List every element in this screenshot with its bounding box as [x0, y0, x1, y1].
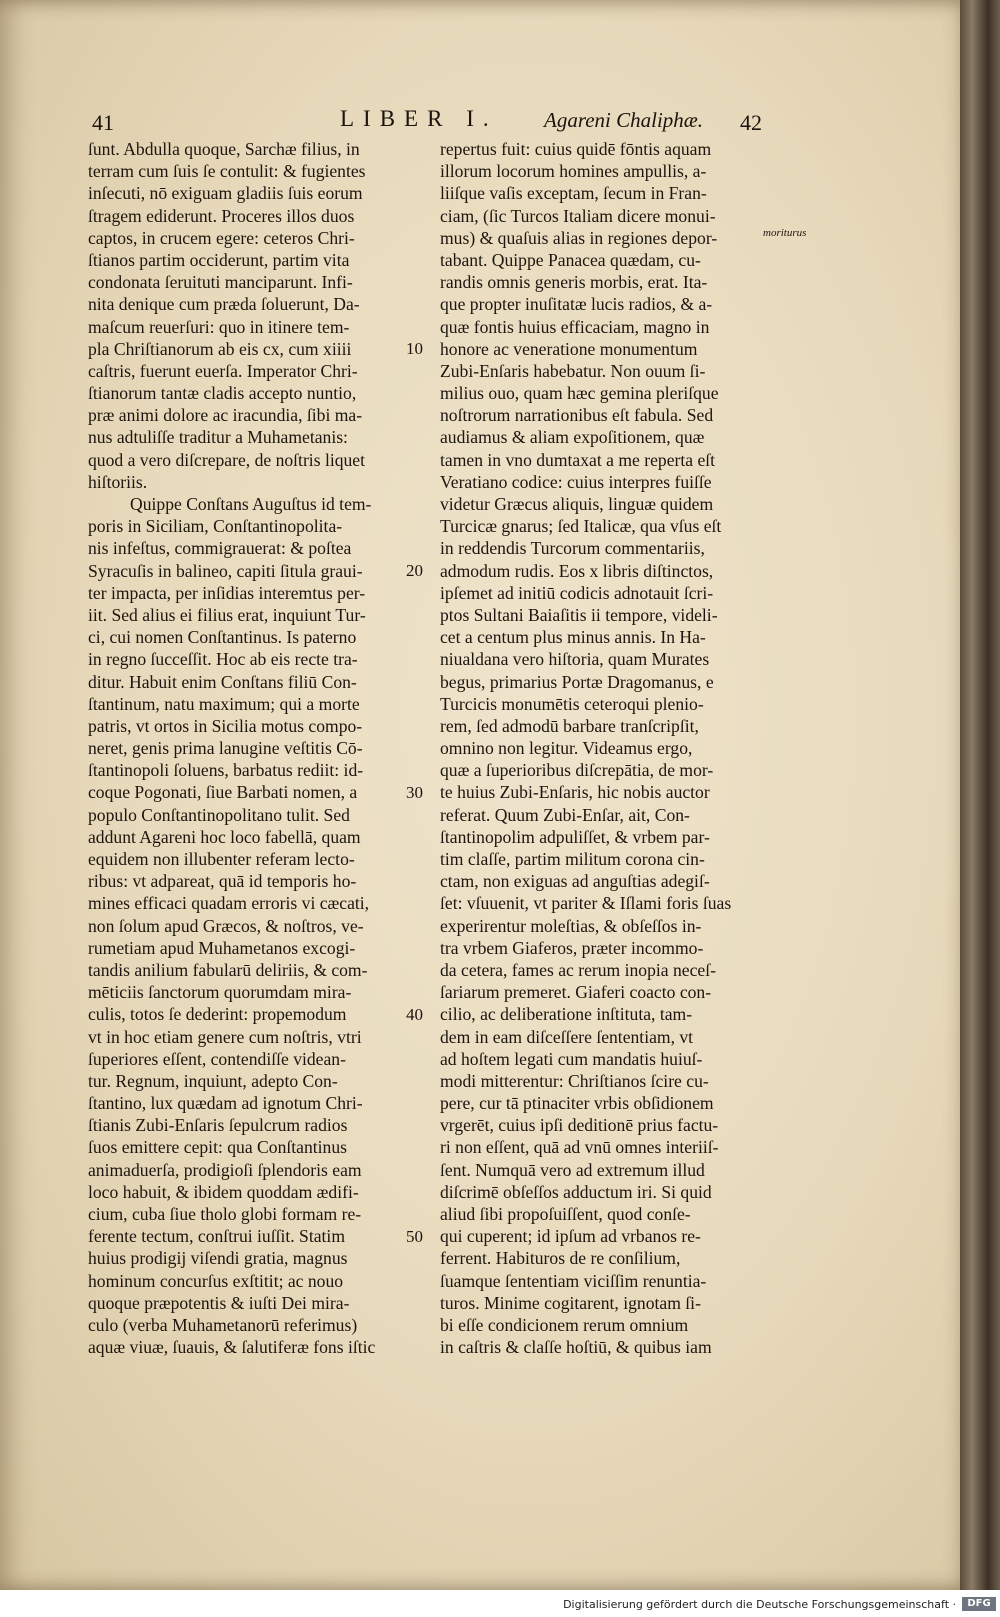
text-line: ſtianis Zubi-Enſaris ſepulcrum radios	[88, 1115, 348, 1136]
text-line: ſtragem ediderunt. Proceres illos duos	[88, 205, 355, 226]
text-line: referat. Quum Zubi-Enſar, ait, Con-	[440, 804, 690, 825]
text-line: quæ fontis huius efficaciam, magno in	[440, 316, 710, 337]
text-line: animaduerſa, prodigioſi ſplendoris eam	[88, 1159, 362, 1180]
text-line: tur. Regnum, inquiunt, adepto Con-	[88, 1070, 338, 1091]
text-line: ribus: vt adpareat, quā id temporis ho-	[88, 871, 357, 892]
text-line: tabant. Quippe Panacea quædam, cu-	[440, 249, 701, 270]
text-line: tim claſſe, partim militum corona cin-	[440, 849, 705, 869]
text-line: Turcicis monumētis ceteroqui plenio-	[440, 693, 704, 714]
text-line: honore ac veneratione monumentum	[440, 338, 698, 359]
text-line: liiſque vaſis exceptam, ſecum in Fran-	[440, 183, 707, 204]
text-line: populo Conſtantinopolitano tulit. Sed	[88, 804, 350, 825]
text-line: terram cum ſuis ſe contulit: & fugientes	[88, 161, 366, 182]
text-line: modi mitterentur: Chriſtianos ſcire cu-	[440, 1070, 709, 1091]
text-line: ctam, non exiguas ad anguſtias adegiſ-	[440, 871, 710, 892]
text-line: ciam, (ſic Turcos Italiam dicere monui-	[440, 205, 716, 226]
text-line: rumetiam apud Muhametanos excogi-	[88, 937, 356, 958]
text-line: tra vrbem Giaferos, præter incommo-	[440, 937, 704, 958]
text-line: maſcum reuerſuri: quo in itinere tem-	[88, 316, 350, 337]
text-line: cet a centum plus minus annis. In Ha-	[440, 627, 706, 648]
text-line: ferente tectum, conſtrui iuſſit. Statim	[88, 1226, 345, 1247]
text-line: loco habuit, & ibidem quoddam ædifi-	[88, 1181, 359, 1202]
text-line: begus, primarius Portæ Dragomanus, e	[440, 671, 714, 692]
text-line: vt in hoc etiam genere cum noſtris, vtri	[88, 1026, 362, 1047]
text-line: aquæ viuæ, ſuauis, & ſalutiferæ fons iſtic	[88, 1337, 376, 1358]
left-text-column	[88, 138, 406, 1358]
folio-left: 41	[92, 110, 114, 135]
text-line: ſent. Numquā vero ad extremum illud	[440, 1159, 705, 1180]
text-line: ſunt. Abdulla quoque, Sarchæ filius, in	[88, 139, 360, 159]
text-line: in caſtris & claſſe hoſtiū, & quibus iam	[440, 1337, 712, 1358]
text-line: hiſtoriis.	[88, 471, 148, 492]
text-line: videtur Græcus aliquis, linguæ quidem	[440, 494, 714, 514]
text-line: ſtantino, lux quædam ad ignotum Chri-	[88, 1093, 363, 1114]
text-line: tamen in vno dumtaxat a me reperta eſt	[440, 449, 716, 470]
text-line: aliud ſibi propoſuiſſent, quod conſe-	[440, 1204, 691, 1224]
text-line: Syracuſis in balineo, capiti ſitula graui-	[88, 560, 363, 581]
text-line: inſecuti, nō exiguam gladiis ſuis eorum	[88, 183, 363, 204]
text-line: caſtris, fuerunt euerſa. Imperator Chri-	[88, 360, 358, 381]
text-line: nita denique cum præda ſoluerunt, Da-	[88, 294, 360, 315]
text-line: repertus fuit: cuius quidē fōntis aquam	[440, 139, 712, 159]
text-line: cilio, ac deliberatione inſtituta, tam-	[440, 1004, 693, 1025]
line-number: 20	[406, 560, 423, 580]
text-line: ſuperiores eſſent, contendiſſe videan-	[88, 1048, 346, 1069]
text-line: ſet: vſuuenit, vt pariter & Iſlami foris ſuas	[440, 893, 732, 914]
folio-right: 42	[740, 110, 762, 135]
text-line: ſtianorum tantæ cladis accepto nuntio,	[88, 383, 357, 404]
text-line: captos, in crucem egere: ceteros Chri-	[88, 227, 355, 248]
text-line: admodum rudis. Eos x libris diſtinctos,	[440, 560, 714, 581]
text-line: Veratiano codice: cuius interpres fuiſſe	[440, 471, 712, 492]
text-line: quoque præpotentis & iuſti Dei mira-	[88, 1292, 350, 1313]
text-line: rem, ſed admodū barbare tranſcripſit,	[440, 715, 699, 736]
text-line: ſuos emittere cepit: qua Conſtantinus	[88, 1137, 347, 1158]
margin-note: moriturus	[763, 227, 807, 239]
text-line: culis, totos ſe dederint: propemodum	[88, 1004, 347, 1025]
text-line: qui cuperent; id ipſum ad vrbanos re-	[440, 1226, 701, 1247]
book-edge	[960, 0, 1000, 1590]
text-line: in regno ſucceſſit. Hoc ab eis recte tra-	[88, 649, 358, 670]
text-line: ſtantinum, natu maximum; qui a morte	[88, 693, 360, 714]
text-line: experirentur moleſtias, & obſeſſos in-	[440, 915, 702, 936]
text-line: audiamus & aliam expoſitionem, quæ	[440, 427, 705, 448]
text-line: pla Chriſtianorum ab eis cx, cum xiiii	[88, 338, 352, 359]
text-line: milius ouo, quam hæc gemina pleriſque	[440, 383, 719, 404]
text-line: hominum concurſus exſtitit; ac nouo	[88, 1270, 344, 1291]
dfg-logo: DFG	[962, 1597, 996, 1611]
text-line: ſtantinopoli ſoluens, barbatus rediit: id-	[88, 760, 364, 781]
text-line: turos. Minime cogitarent, ignotam ſi-	[440, 1292, 701, 1313]
text-line: addunt Agareni hoc loco fabellā, quam	[88, 826, 361, 847]
line-number: 30	[406, 782, 423, 802]
text-line: dem in eam diſceſſere ſententiam, vt	[440, 1026, 694, 1047]
text-line: noſtrorum narrationibus eſt fabula. Sed	[440, 405, 714, 426]
text-line: præ animi dolore ac iracundia, ſibi ma-	[88, 405, 363, 426]
text-line: vrgerēt, cuius ipſi deditionē prius factu-	[440, 1115, 719, 1136]
text-line: Zubi-Enſaris habebatur. Non ouum ſi-	[440, 360, 706, 381]
right-text-column	[440, 138, 762, 1358]
text-line: bi eſſe condicionem rerum omnium	[440, 1314, 689, 1335]
section-title: Agareni Chaliphæ.	[544, 108, 704, 132]
text-line: condonata ſeruituti manciparunt. Infi-	[88, 272, 353, 293]
text-line: quod a vero diſcrepare, de noſtris liquet	[88, 449, 366, 470]
text-line: mines efficaci quadam erroris vi cæcati,	[88, 893, 370, 914]
text-line: ferrent. Habituros de re conſilium,	[440, 1248, 681, 1269]
text-line: neret, genis prima lanugine veſtitis Cō-	[88, 738, 363, 759]
text-line: Quippe Conſtans Auguſtus id tem-	[130, 494, 372, 514]
line-number: 40	[406, 1004, 423, 1024]
text-line: diſcrimē obſeſſos adductum iri. Si quid	[440, 1181, 712, 1202]
text-line: te huius Zubi-Enſaris, hic nobis auctor	[440, 782, 710, 803]
text-line: ſtantinopolim adpuliſſet, & vrbem par-	[440, 826, 710, 847]
running-title: LIBER I.	[340, 106, 498, 131]
text-line: ipſemet ad initiū codicis adnotauit ſcri-	[440, 582, 714, 603]
text-line: huius prodigij viſendi gratia, magnus	[88, 1248, 348, 1269]
text-line: ſtianos partim occiderunt, partim vita	[88, 249, 350, 270]
footer-credit: Digitalisierung gefördert durch die Deutsche Forschungsgemeinschaft ·	[563, 1598, 956, 1611]
text-line: pere, cur tā ptinaciter vrbis obſidionem	[440, 1093, 714, 1114]
text-line: mus) & quaſuis alias in regiones depor-	[440, 227, 718, 248]
text-line: ſariarum premeret. Giaferi coacto con-	[440, 982, 712, 1003]
text-line: tandis anilium fabularū deliriis, & com-	[88, 959, 368, 980]
text-line: da cetera, fames ac rerum inopia neceſ-	[440, 959, 716, 980]
line-number: 50	[406, 1226, 423, 1246]
text-line: in reddendis Turcorum commentariis,	[440, 538, 705, 559]
line-number: 10	[406, 338, 423, 358]
text-line: ſuamque ſententiam viciſſim renuntia-	[440, 1270, 707, 1291]
text-line: culo (verba Muhametanorū referimus)	[88, 1314, 358, 1335]
text-line: non ſolum apud Græcos, & noſtros, ve-	[88, 915, 364, 936]
text-line: ptos Sultani Baiaſitis ii tempore, videli-	[440, 604, 718, 625]
footer-bar	[0, 1590, 1000, 1617]
text-line: ditur. Habuit enim Conſtans filiū Con-	[88, 671, 357, 692]
text-line: poris in Siciliam, Conſtantinopolita-	[88, 516, 343, 537]
text-line: niualdana vero hiſtoria, quam Murates	[440, 649, 710, 670]
text-line: illorum locorum homines ampullis, a-	[440, 161, 707, 182]
text-line: ci, cui nomen Conſtantinus. Is paterno	[88, 627, 357, 648]
text-line: randis omnis generis morbis, erat. Ita-	[440, 272, 708, 293]
text-line: iit. Sed alius ei filius erat, inquiunt Tur-	[88, 604, 366, 625]
running-header	[92, 106, 782, 136]
text-line: patris, vt ortos in Sicilia motus compo-	[88, 715, 363, 736]
text-line: cium, cuba ſiue tholo globi formam re-	[88, 1204, 362, 1224]
text-line: ter impacta, per inſidias interemtus per-	[88, 582, 366, 603]
text-line: quæ a ſuperioribus diſcrepātia, de mor-	[440, 760, 714, 781]
text-line: ri non eſſent, quā ad vnū omnes interiiſ-	[440, 1137, 719, 1158]
text-line: coque Pogonati, ſiue Barbati nomen, a	[88, 782, 358, 803]
text-line: equidem non illubenter referam lecto-	[88, 849, 355, 869]
text-line: ad hoſtem legati cum mandatis huiuſ-	[440, 1048, 703, 1069]
text-line: mēticiis ſanctorum quorumdam mira-	[88, 982, 352, 1003]
text-line: nis infeſtus, commigrauerat: & poſtea	[88, 538, 352, 559]
text-line: Turcicæ gnarus; ſed Italicæ, qua vſus eſt	[440, 516, 722, 537]
text-line: que propter inuſitatæ lucis radios, & a-	[440, 294, 713, 315]
text-line: nus adtuliſſe traditur a Muhametanis:	[88, 427, 348, 448]
text-line: omnino non legitur. Videamus ergo,	[440, 738, 693, 759]
